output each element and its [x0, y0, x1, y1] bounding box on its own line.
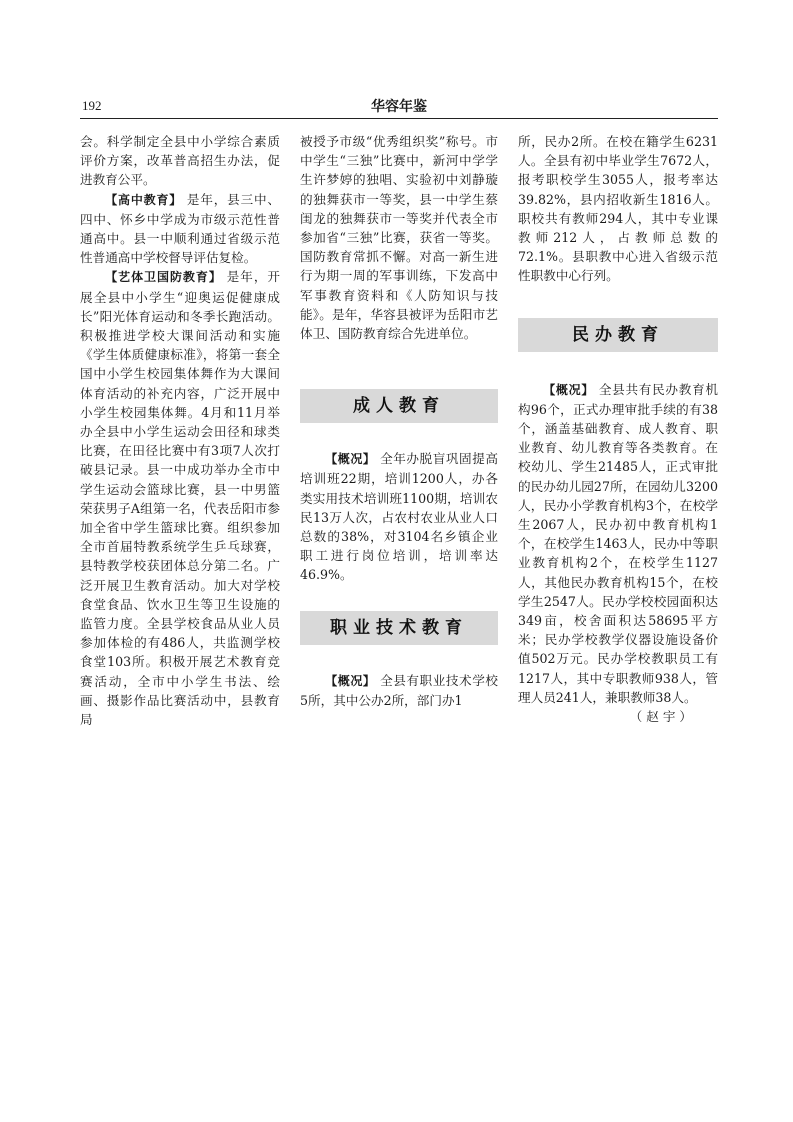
arts-paragraph-continued: 被授予市级“优秀组织奖”称号。市中学生“三独”比赛中，新河中学学生许梦婷的独唱、实验初中刘静璇的独舞获市一等奖，县一中学生蔡闺龙的独舞获市一等奖并代表全市参加省“三独”比赛，获省一等奖。国防教育常抓不懈。对高一新生进行为期一周的军事训练，下发高中军事教育资料和《人防知识与技能》。是年，华容县被评为岳阳市艺体卫、国防教育综合先进单位。 [300, 134, 498, 342]
paragraph-continued: 会。科学制定全县中小学综合素质评价方案，改革普高招生办法，促进教育公平。 [80, 134, 280, 188]
section-heading-private-education: 民办教育 [518, 318, 718, 352]
high-school-tag: 【高中教育】 [105, 192, 183, 207]
column-3 [518, 132, 718, 726]
private-education-paragraph [518, 380, 718, 707]
vocational-paragraph-continued: 所，民办2所。在校在籍学生6231人。全县有初中毕业学生7672人，报考职校学生3055人，报考率达39.82%，县内招收新生1816人。职校共有教师294人，其中专业课教师212人，占教师总数的72.1%。县职教中心进入省级示范性职教中心行列。 [518, 134, 718, 284]
vocational-overview-tag: 【概况】 [325, 673, 376, 688]
vocational-overview-text: 全县有职业技术学校5所，其中公办2所，部门办1 [300, 672, 498, 708]
page-number: 192 [82, 98, 102, 113]
arts-paragraph [80, 267, 280, 729]
private-overview-tag: 【概况】 [543, 382, 595, 397]
adult-overview-tag: 【概况】 [325, 452, 376, 467]
section-heading-vocational-education: 职业技术教育 [300, 611, 498, 645]
author-credit: （赵宇） [629, 709, 696, 725]
running-title: 华容年鉴 [371, 99, 427, 115]
vocational-education-paragraph [300, 671, 498, 710]
column-2 [300, 132, 498, 710]
adult-education-paragraph [300, 449, 498, 584]
section-heading-adult-education: 成人教育 [300, 389, 498, 423]
column-1 [80, 132, 280, 729]
high-school-paragraph [80, 190, 280, 268]
page-header [80, 96, 718, 119]
high-school-text: 是年，县三中、四中、怀乡中学成为市级示范性普通高中。县一中顺利通过省级示范性普通高中学校督导评估复检。 [80, 191, 280, 266]
adult-overview-text: 全年办脱盲巩固提高培训班22期，培训1200人，办各类实用技术培训班1100期，培训农民13万人次，占农村农业从业人口总数的38%，对3104名乡镇企业职工进行岗位培训，培训率达46.9%。 [300, 451, 498, 583]
arts-text: 是年，开展全县中小学生“迎奥运促健康成长”阳光体育运动和冬季长跑活动。积极推进学校大课间活动和实施《学生体质健康标准》，将第一套全国中小学生校园集体舞作为大课间体育活动的补充内容，广泛开展中小学生校园集体舞。4月和11月举办全县中小学生运动会田径和球类比赛，在田径比赛中有3项7人次打破县记录。县一中成功举办全市中学生运动会篮球比赛，县一中男篮荣获男子A组第一名，代表岳阳市参加全省中学生篮球比赛。组织参加全市首届特教系统学生乒乓球赛，县特教学校获团体总分第二名。广泛开展卫生教育活动。加大对学校食堂食品、饮水卫生等卫生设施的监管力度。全县学校食品从业人员参加体检的有486人，共监测学校食堂103所。积极开展艺术教育竞赛活动，全市中小学生书法、绘画、摄影作品比赛活动中，县教育局 [80, 269, 280, 728]
private-overview-text: 全县共有民办教育机构96个，正式办理审批手续的有38个，涵盖基础教育、成人教育、职业教育、幼儿教育等各类教育。在校幼儿、学生21485人，正式审批的民办幼儿园27所，在园幼儿3200人，民办小学教育机构3个，在校学生2067人，民办初中教育机构1个，在校学生1463人，民办中等职业教育机构2个，在校学生1127人，其他民办教育机构15个，在校学生2547人。民办学校校园面积达349亩，校舍面积达58695平方米；民办学校教学仪器设施设备价值502万元。民办学校教职员工有1217人，其中专职教师938人，管理人员241人，兼职教师38人。 [518, 381, 718, 705]
arts-tag: 【艺体卫国防教育】 [105, 270, 222, 285]
